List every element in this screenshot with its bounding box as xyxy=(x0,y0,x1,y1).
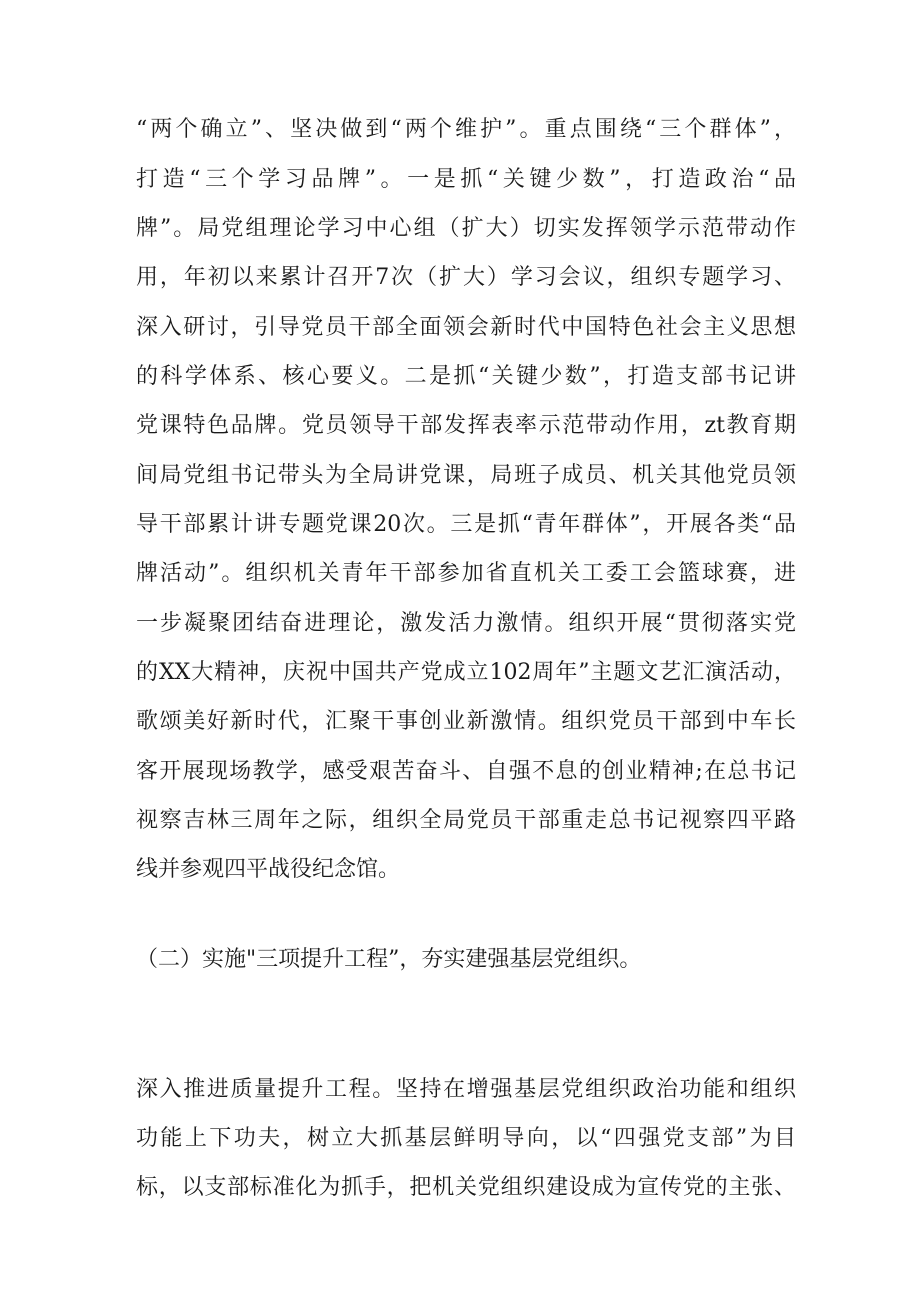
paragraph-line: 深入研讨，引导党员干部全面领会新时代中国特色社会主义思想 xyxy=(136,315,796,340)
paragraph-line: 线并参观四平战役纪念馆。 xyxy=(136,857,401,882)
paragraph-line: “两个确立”、坚决做到“两个维护”。重点围绕“三个群体”， xyxy=(136,117,796,142)
paragraph-line: 标，以支部标准化为抓手，把机关党组织建设成为宣传党的主张、 xyxy=(136,1175,796,1200)
paragraph-line: 客开展现场教学，感受艰苦奋斗、自强不息的创业精神;在总书记 xyxy=(136,759,796,784)
paragraph-line: 的科学体系、核心要义。二是抓“关键少数”，打造支部书记讲 xyxy=(136,364,796,389)
paragraph-line: 一步凝聚团结奋进理论，激发活力激情。组织开展“贯彻落实党 xyxy=(136,611,796,636)
paragraph-line: 视察吉林三周年之际，组织全局党员干部重走总书记视察四平路 xyxy=(136,808,796,833)
paragraph-line: 间局党组书记带头为全局讲党课，局班子成员、机关其他党员领 xyxy=(136,463,796,488)
paragraph-line: 导干部累计讲专题党课20次。三是抓“青年群体”，开展各类“品 xyxy=(136,512,796,537)
paragraph-line: 牌”。局党组理论学习中心组（扩大）切实发挥领学示范带动作 xyxy=(136,216,796,241)
section-heading: （二）实施"三项提升工程”，夯实建强基层党组织。 xyxy=(136,947,642,972)
paragraph-line: 歌颂美好新时代，汇聚干事创业新激情。组织党员干部到中车长 xyxy=(136,709,796,734)
paragraph-line: 打造“三个学习品牌”。一是抓“关键少数”，打造政治“品 xyxy=(136,167,796,192)
paragraph-line: 深入推进质量提升工程。坚持在增强基层党组织政治功能和组织 xyxy=(136,1077,796,1102)
paragraph-line: 用，年初以来累计召开7次（扩大）学习会议，组织专题学习、 xyxy=(136,265,796,290)
paragraph-line: 功能上下功夫，树立大抓基层鲜明导向，以“四强党支部”为目 xyxy=(136,1126,796,1151)
paragraph-line: 的XX大精神，庆祝中国共产党成立102周年”主题文艺汇演活动， xyxy=(136,660,796,685)
paragraph-line: 牌活动”。组织机关青年干部参加省直机关工委工会篮球赛，进 xyxy=(136,561,796,586)
paragraph-line: 党课特色品牌。党员领导干部发挥表率示范带动作用，zt教育期 xyxy=(136,413,796,438)
